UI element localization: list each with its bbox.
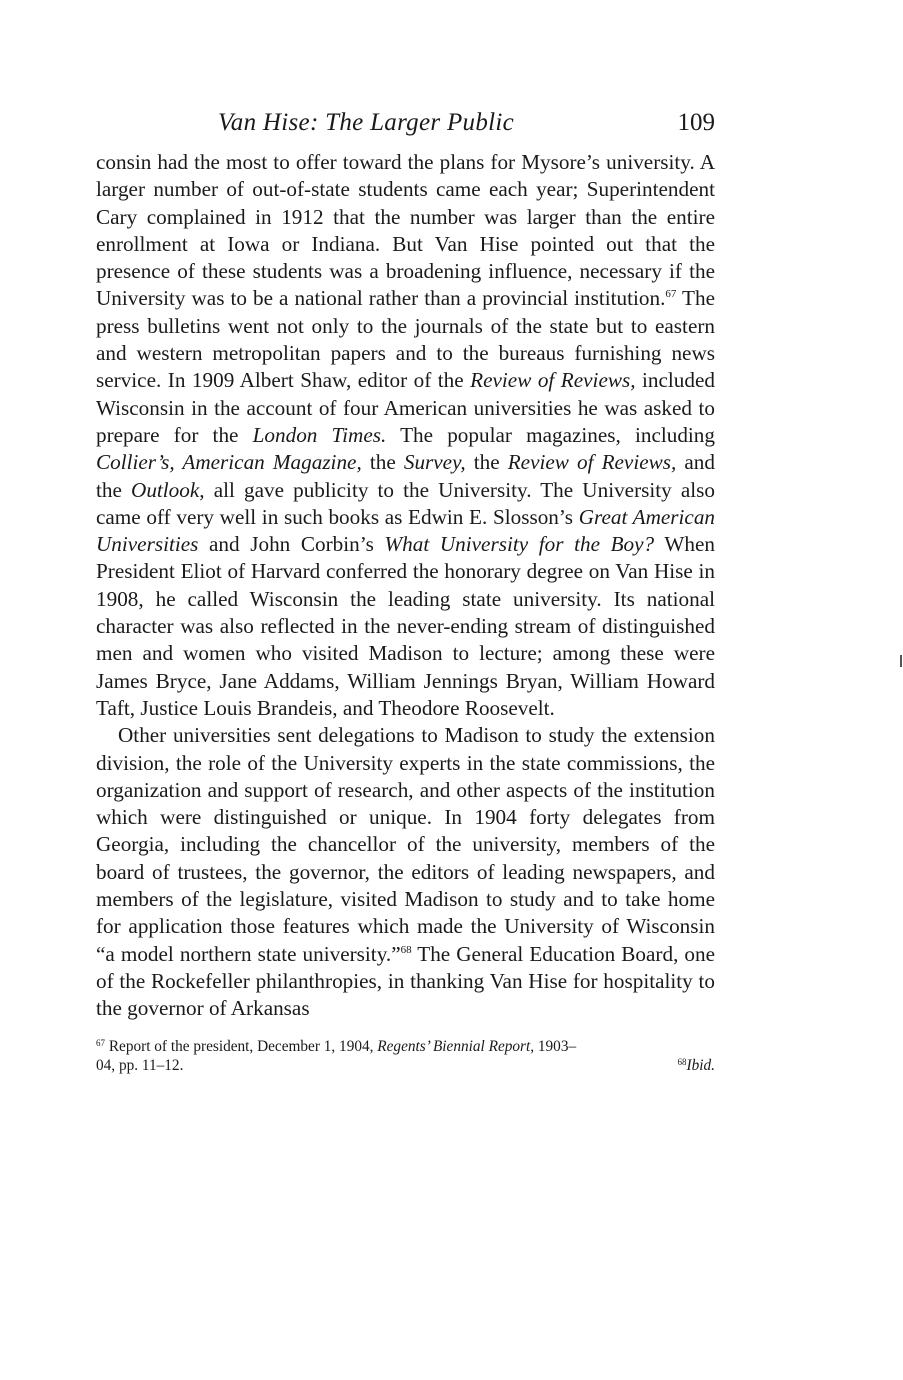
italic-title: Great American Universities [96,504,716,557]
footnote-ref-67: 67 [665,288,677,301]
footnote-text: 04, pp. 11–12. [96,1056,184,1074]
page-number: 109 [677,109,715,136]
text-run: the [465,450,508,475]
italic-title: Outlook, [131,477,205,502]
footnote-ref-68: 68 [400,943,412,956]
book-page [96,105,715,1075]
italic-title: Review of Reviews, [507,450,677,475]
footnote-67 [96,1037,715,1056]
footnotes [96,1037,715,1075]
footnote-mark-68: 68 [677,1056,687,1067]
text-run: included Wisconsin in the account of four American universities he was asked to prepare for the [96,368,715,447]
text-run: the [361,450,404,475]
running-head [96,105,715,145]
text-run: When President Eliot of Harvard conferred the honorary degree on Van Hise in 1908, he called Wisconsin the leading state university. Its national character was also reflected in the never-ending stream of distinguished men and women who visited Madison to lecture; among these were James Bryce, Jane Addams, William Jennings Bryan, William Howard Taft, Justice Louis Brandeis, and Theodore Roosevelt. [96,532,715,720]
text-run: Other universities sent delegations to Madison to study the extension division, the role of the University experts in the state commissions, the organization and support of research, and other aspects of the institution which were distinguished or unique. In 1904 forty delegates from Georgia, including the chancellor of the university, members of the board of trustees, the governor, the editors of leading newspapers, and members of the legislature, visited Madison to study and to take home for application those features which made the University of Wisconsin “a model northern state university.” [96,723,715,966]
running-title: Van Hise: The Larger Public [217,109,515,136]
text-run: and John Corbin’s [198,532,385,557]
italic-title: What University for the Boy? [384,532,655,557]
text-run: all gave publicity to the University. The University also came off very well in such books as Edwin E. Slosson’s [96,477,715,529]
paragraph-2 [96,722,715,1022]
italic-title: London Times. [252,422,387,447]
body-text [96,149,715,1023]
text-run: The General Education Board, one of the Rockefeller philanthropies, in thanking Van Hise for hospitality to the governor of Arkansas [96,941,715,1021]
paragraph-1 [96,149,715,722]
footnote-text: Report of the president, December 1, 1904, [105,1037,378,1055]
italic-title: Survey, [403,450,466,475]
text-run: consin had the most to offer toward the plans for Mysore’s university. A larger number of out-of-state students came each year; Superintendent Cary complained in 1912 that the number was larger than the entire enrollment at Iowa or Indiana. But Van Hise pointed out that the presence of these students was a broadening influence, necessary if the University was to be a national rather than a provincial institution. [96,150,715,311]
footnote-line-2 [96,1056,715,1075]
footnote-italic: Regents’ Biennial Report, [377,1037,535,1055]
footnote-68 [678,1056,715,1075]
footnote-mark-67: 67 [96,1037,105,1048]
italic-title: Review of Reviews, [470,368,636,393]
text-run: The popular magazines, including [386,422,715,447]
text-run: and the [96,450,715,502]
text-run: The press bulletins went not only to the journals of the state but to eastern and western metropolitan papers and to the bureaus furnishing news service. In 1909 Albert Shaw, editor of the [96,286,715,393]
footnote-text: 1903– [534,1037,577,1055]
footnote-italic: Ibid. [686,1056,715,1074]
scan-margin-mark [900,655,902,667]
italic-title: Collier’s, American Magazine, [96,450,362,475]
